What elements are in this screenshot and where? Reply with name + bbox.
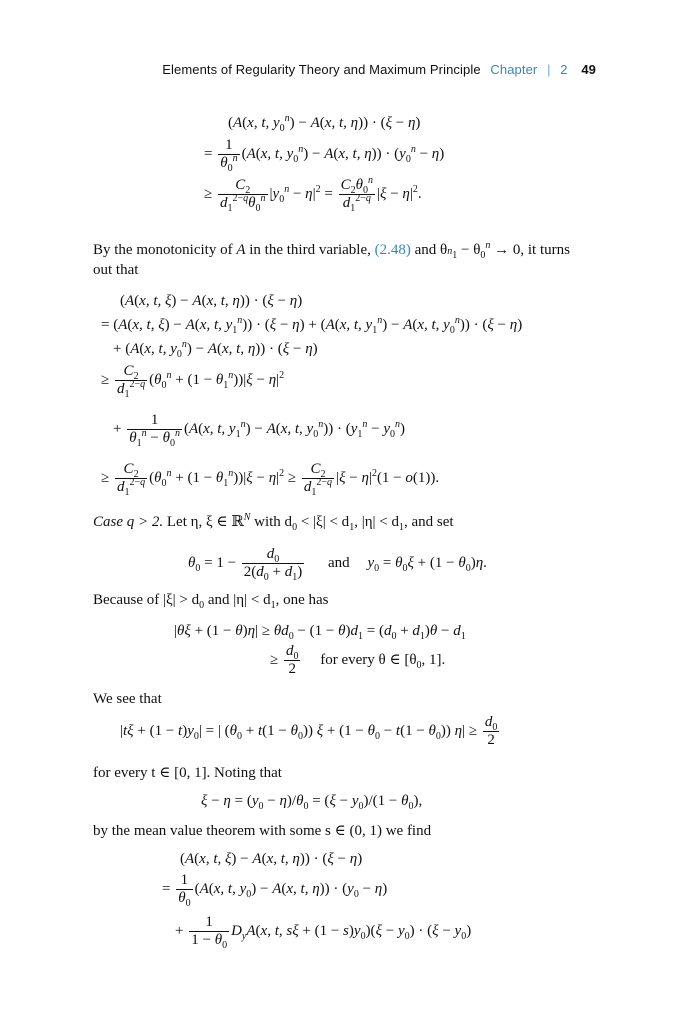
- equation-line: $\xi - \eta = (y_0 - \eta)/\theta_0 = (\xi - y_0)/(1 - \theta_0)$,: [201, 793, 423, 812]
- equation-line: = $\frac{1}{\theta_0}$ (A(x, t, $y_0) - A(x$, t, $\eta)) \cdot (y_0 - \eta)$: [162, 872, 388, 909]
- text-run: and: [328, 554, 350, 571]
- equation-line: + (A(x, t, $y_0^n) - A(x$, t, η)) · (ξ − η): [113, 339, 318, 360]
- equation-line: $|\theta\xi + (1 - \theta)\eta| \ge \theta d_0 - (1 - \theta)d_1 = (d_0 + d_1)\theta - d_1$: [174, 623, 466, 642]
- equation-line: (A(x, t, ξ) − A(x, t, η)) · (ξ − η): [120, 293, 303, 309]
- paragraph: [93, 821, 593, 841]
- running-title: Elements of Regularity Theory and Maximum Principle: [162, 62, 481, 77]
- equation-line: $|t\xi + (1 - t)y_0|$ = | $(\theta_0 + t(1 - \theta_0)) \xi + (1 - \theta_0 - t(1 - \theta_0)) \eta|$ ≥ $\frac{d_0}{2}$: [120, 714, 498, 748]
- paragraph: Case q > 2. Let η, ξ ∈ ℝ$^N$ with $d_0 < |\xi| < d_1$, $|\eta| < d_1$, and set: [93, 512, 454, 533]
- case-label: Case q > 2.: [93, 514, 164, 530]
- text-run: with d: [250, 514, 293, 530]
- text-run: < |ξ| < d: [297, 514, 350, 530]
- text-run: by the mean value theorem with some s ∈ (0, 1) we find: [93, 823, 432, 839]
- text-run: and θ: [410, 242, 448, 258]
- equation-line: = (A(x, t, ξ) − A(x, t, $y_1^n)) \cdot (\xi - \eta) + (A(x$, t, $y_1^n) - A(x$, t, $y_0^n)) \cdot (\xi - \eta)$: [101, 315, 523, 336]
- text-run: Because of |ξ| > d: [93, 592, 200, 608]
- paragraph: By the monotonicity of A in the third variable, (2.48) and $\theta_{^n1} - \theta_0^n \to 0$, it turns out that: [93, 240, 570, 278]
- page-number: 49: [581, 62, 596, 77]
- equation-line: = $\frac{1}{\theta_0^n}$ (A(x, t, $y_0^n) - A(x$, t, $\eta)) \cdot (y_0^n - \eta)$: [204, 137, 445, 174]
- text-run: in the third variable,: [245, 242, 375, 258]
- equation-line: (A(x, t, ξ) − A(x, t, η)) · (ξ − η): [180, 851, 363, 867]
- running-header: [162, 62, 596, 77]
- text-run: for every t ∈ [0, 1]. Noting that: [93, 765, 282, 781]
- text-run: , and set: [404, 514, 454, 530]
- chapter-label: Chapter: [490, 62, 538, 77]
- text-run: → 0, it turns: [490, 242, 570, 258]
- equation-line: ≥ $\frac{C_2}{d_1^{2-q}\theta_0^n}$ $|y_0^n - \eta|^2$ = $\frac{C_2\theta_0^n}{d_1^{2-q}}$ $|\xi - \eta|^2$.: [204, 175, 422, 214]
- text-run: By the monotonicity of: [93, 242, 237, 258]
- equation-line: + $\frac{1}{1 - \theta_0}$ $D_yA(x$, t, $s\xi + (1 - s)y_0)(\xi - y_0) \cdot (\xi - y_0)$: [175, 914, 472, 951]
- text-run: for every θ ∈ [θ: [320, 651, 417, 668]
- text-run: We see that: [93, 691, 162, 707]
- equation-line: + $\frac{1}{\theta_1^n - \theta_0^n}$ (A(x, t, $y_1^n) - A(x$, t, $y_0^n)) \cdot (y_1^n - y_0^n)$: [113, 412, 406, 449]
- text-run: A: [236, 242, 246, 258]
- header-separator: |: [547, 62, 551, 77]
- equation-line: $\theta_0 = 1$ − $\frac{d_0}{2(d_0 + d_1)}$ and $y_0 = \theta_0\xi + (1 - \theta_0)\eta$.: [188, 546, 487, 583]
- equation-line: ≥ $\frac{C_2}{d_1^{2-q}}$ $(\theta_0^n + (1 - \theta_1^n))|\xi - \eta|^2$: [101, 363, 285, 400]
- chapter-number: 2: [560, 62, 568, 77]
- text-run: , 1].: [421, 651, 446, 668]
- text-run: Let η, ξ ∈ ℝ: [163, 514, 244, 530]
- text-run: out that: [93, 262, 139, 278]
- equation-line: ≥ $\frac{d_0}{2}$ for every θ ∈ [$\theta_0$, 1].: [270, 643, 446, 677]
- equation-line: (A(x, t, $y_0^n) - A(x$, t, η)) · (ξ − η): [228, 113, 421, 134]
- text-run: , |η| < d: [354, 514, 399, 530]
- paragraph: Because of $|\xi| > d_0$ and $|\eta| < d_1$, one has: [93, 592, 329, 611]
- paragraph: [93, 763, 593, 783]
- text-run: and |η| < d: [204, 592, 271, 608]
- text-run: , one has: [275, 592, 329, 608]
- equation-ref-link[interactable]: (2.48): [374, 242, 411, 258]
- equation-line: ≥ $\frac{C_2}{d_1^{2-q}}$ $(\theta_0^n + (1 - \theta_1^n))|\xi - \eta|^2$ ≥ $\frac{C_2}{d_1^{2-q}}$ $|\xi - \eta|^2(1 - o(1))$.: [101, 461, 440, 498]
- paragraph: [93, 689, 593, 709]
